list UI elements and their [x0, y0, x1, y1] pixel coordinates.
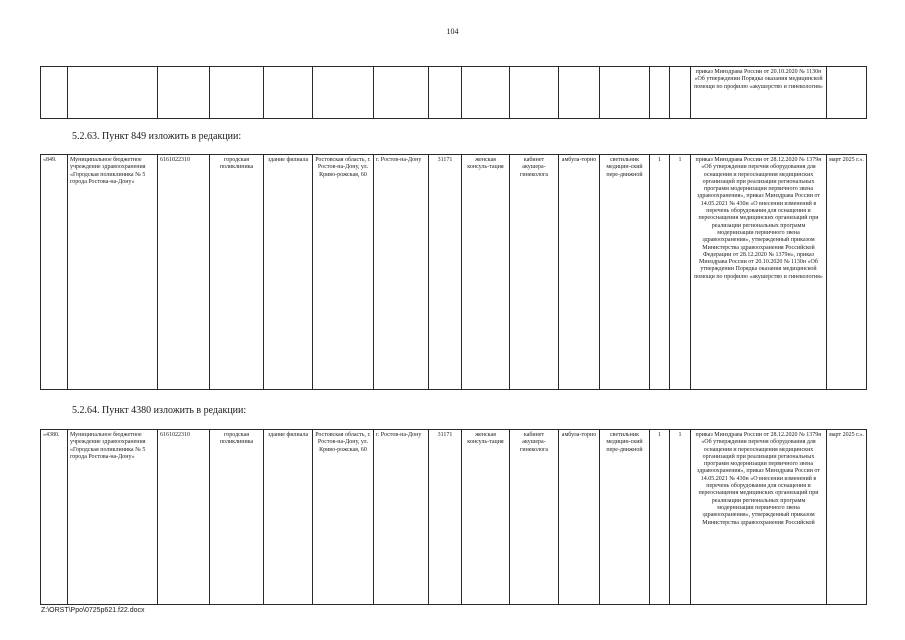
code-cell: 31171: [429, 430, 462, 605]
organization-name: Муниципальное бюджетное учреждение здравоохранения «Городская поликлиника № 5 города Ростова-на-Дону»: [68, 430, 158, 605]
registry-table: [40, 429, 867, 605]
date-cell: март 2025 г.».: [827, 155, 867, 390]
office-cell: кабинет акушера-гинеколога: [510, 155, 559, 390]
city-cell: г. Ростов-на-Дону: [374, 430, 429, 605]
city-cell: г. Ростов-на-Дону: [374, 155, 429, 390]
date-cell: март 2025 г.».: [827, 430, 867, 605]
table-row: [41, 430, 867, 605]
registry-table-continuation: [40, 66, 867, 119]
care-mode-cell: амбула-торно: [559, 430, 600, 605]
registry-table: [40, 154, 867, 390]
legal-basis-cell: приказ Минздрава России от 20.10.2020 № 1130н «Об утверждении Порядка оказания медицинской помощи по профилю «акушерство и гинекология»: [691, 67, 827, 119]
page-number: 104: [446, 27, 459, 36]
organization-name: Муниципальное бюджетное учреждение здравоохранения «Городская поликлиника № 5 города Ростова-на-Дону»: [68, 155, 158, 390]
legal-basis-cell: приказ Минздрава России от 28.12.2020 № 1379н «Об утверждении перечня оборудования для оснащения и переоснащения медицинских организаций при реализации региональных программ модернизации первичного звена здравоохранения», приказ Минздрава России от 14.05.2021 № 430н «О внесении изменений в перечень оборудования для оснащения и переоснащения медицинских организаций при реализации региональных программ модернизации первичного звена здравоохранения», утвержденный приказом Министерства здравоохранения Российской: [691, 430, 827, 605]
quantity-cell: 1: [670, 430, 691, 605]
inn-cell: 6161022310: [158, 430, 210, 605]
address-cell: Ростовская область, г. Ростов-на-Дону, ул. Криво-рожская, 60: [313, 155, 374, 390]
department-cell: женская консуль-тация: [462, 155, 510, 390]
inn-cell: 6161022310: [158, 155, 210, 390]
row-number: «4380.: [41, 430, 68, 605]
facility-type: городская поликлиника: [210, 155, 264, 390]
table-row: [41, 155, 867, 390]
quantity-cell: 1: [650, 430, 670, 605]
code-cell: 31171: [429, 155, 462, 390]
row-number: «849.: [41, 155, 68, 390]
section-heading: 5.2.63. Пункт 849 изложить в редакции:: [72, 131, 242, 142]
office-cell: кабинет акушера-гинеколога: [510, 430, 559, 605]
document-path-footer: Z:\ORST\Ppo\0725p621.f22.docx: [41, 607, 145, 614]
facility-type: городская поликлиника: [210, 430, 264, 605]
legal-basis-cell: приказ Минздрава России от 28.12.2020 № 1379н «Об утверждении перечня оборудования для оснащения и переоснащения медицинских организаций при реализации региональных программ модернизации первичного звена здравоохранения», приказ Минздрава России от 14.05.2021 № 430н «О внесении изменений в перечень оборудования для оснащения и переоснащения медицинских организаций при реализации региональных программ модернизации первичного звена здравоохранения», утвержденный приказом Министерства здравоохранения Российской Федерации от 28.12.2020 № 1379н», приказ Минздрава России от 20.10.2020 № 1130н «Об утверждении Порядка оказания медицинской помощи по профилю «акушерство и гинекология»: [691, 155, 827, 390]
equipment-cell: светильник медицин-ский пере-движной: [600, 430, 650, 605]
building-cell: здание филиала: [264, 430, 313, 605]
building-cell: здание филиала: [264, 155, 313, 390]
quantity-cell: 1: [650, 155, 670, 390]
address-cell: Ростовская область, г. Ростов-на-Дону, ул. Криво-рожская, 60: [313, 430, 374, 605]
equipment-cell: светильник медицин-ский пере-движной: [600, 155, 650, 390]
table-row: [41, 67, 867, 119]
department-cell: женская консуль-тация: [462, 430, 510, 605]
section-heading: 5.2.64. Пункт 4380 изложить в редакции:: [72, 405, 247, 416]
care-mode-cell: амбула-торно: [559, 155, 600, 390]
quantity-cell: 1: [670, 155, 691, 390]
